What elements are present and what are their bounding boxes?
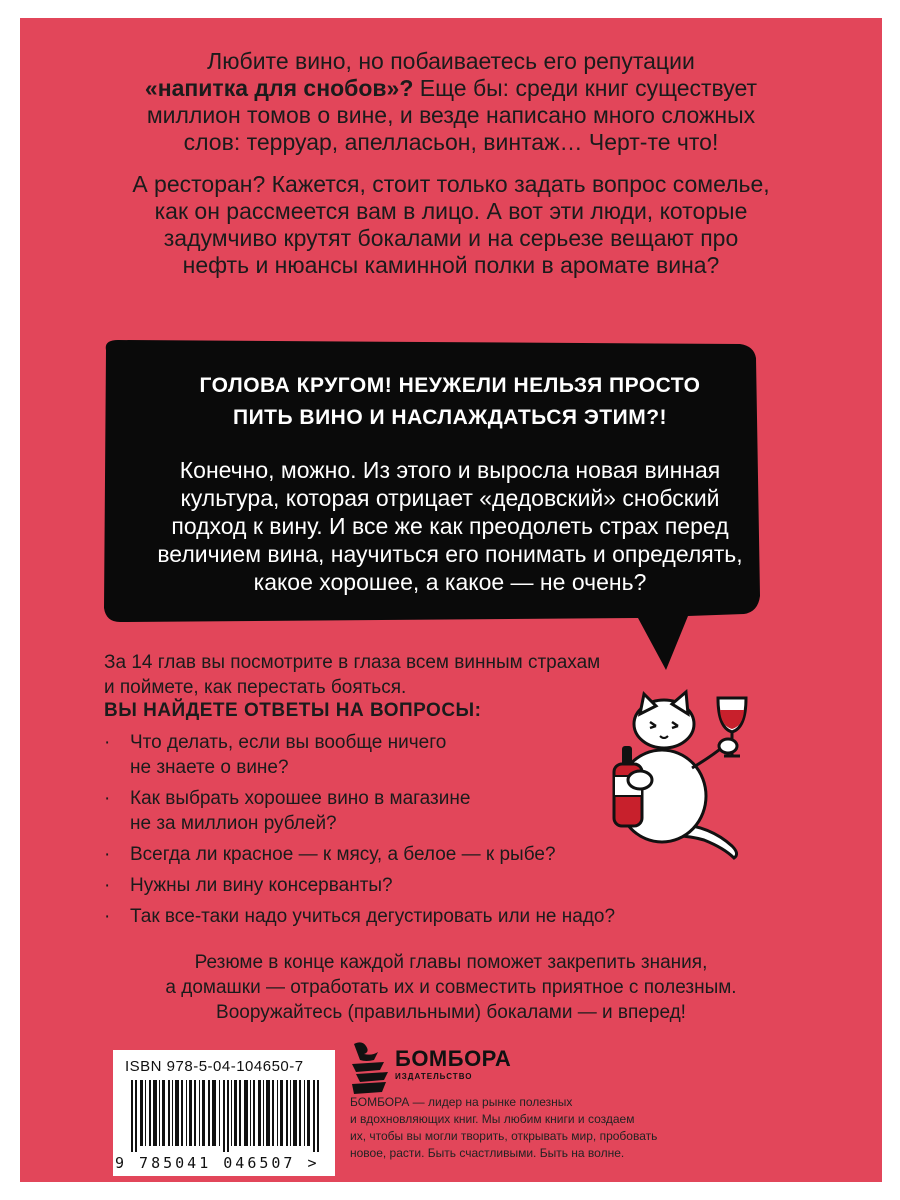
question-line: не знаете о вине?	[130, 757, 289, 778]
question-line: Что делать, если вы вообще ничего	[130, 732, 447, 753]
intro-line: А ресторан? Кажется, стоит только задать вопрос сомелье,	[132, 171, 770, 197]
bubble-body-line: Конечно, можно. Из этого и выросла новая винная	[179, 457, 721, 483]
question-line: Всегда ли красное — к мясу, а белое — к рыбе?	[130, 844, 556, 865]
intro-line-rest: Еще бы: среди книг существует	[413, 75, 758, 101]
bullet-mark: ·	[104, 732, 111, 753]
intro-bold-phrase: «напитка для снобов»?	[144, 75, 414, 101]
bullet-mark: ·	[104, 844, 111, 865]
bubble-text	[100, 370, 800, 596]
list-item	[104, 873, 664, 898]
publisher-description	[350, 1094, 670, 1162]
intro-line: миллион томов о вине, и везде написано много сложных	[146, 102, 756, 128]
bubble-title-line: ГОЛОВА КРУГОМ! НЕУЖЕЛИ НЕЛЬЗЯ ПРОСТО	[199, 374, 701, 397]
cat-with-wine-illustration	[600, 676, 750, 876]
summary-line: Вооружайтесь (правильными) бокалами — и вперед!	[216, 1002, 686, 1023]
list-item	[104, 904, 664, 929]
bubble-body-line: какое хорошее, а какое — не очень?	[253, 569, 647, 595]
bullet-mark: ·	[104, 875, 111, 896]
bubble-body-line: величием вина, научиться его понимать и определять,	[157, 541, 743, 567]
list-item	[104, 842, 664, 867]
publisher-subtitle: ИЗДАТЕЛЬСТВО	[395, 1072, 473, 1081]
list-item	[104, 786, 664, 836]
bullet-mark: ·	[104, 906, 111, 927]
intro-line: слов: терруар, апелласьон, винтаж… Черт-те что!	[183, 129, 719, 155]
bullet-mark: ·	[104, 788, 111, 809]
questions-list	[104, 730, 664, 935]
question-line: Как выбрать хорошее вино в магазине	[130, 788, 471, 809]
barcode-digits: 9 785041 046507 >	[115, 1154, 320, 1172]
bombora-logo-icon	[348, 1040, 392, 1096]
back-cover	[20, 18, 882, 1182]
isbn-barcode-box	[113, 1050, 335, 1176]
summary-line: а домашки — отработать их и совместить приятное с полезным.	[165, 977, 737, 998]
summary-text	[20, 950, 882, 1025]
publisher-description-line: БОМБОРА — лидер на рынке полезных	[350, 1095, 573, 1109]
summary-line: Резюме в конце каждой главы поможет закрепить знания,	[194, 952, 708, 973]
barcode	[131, 1080, 321, 1152]
publisher-name: БОМБОРА	[395, 1046, 512, 1071]
publisher-description-line: новое, расти. Быть счастливыми. Быть на волне.	[350, 1146, 625, 1160]
intro-line: Любите вино, но побаиваетесь его репутации	[207, 48, 695, 74]
bubble-body	[100, 456, 800, 596]
bubble-body-line: подход к вину. И все же как преодолеть страх перед	[171, 513, 729, 539]
publisher-description-line: их, чтобы вы могли творить, открывать мир, пробовать	[350, 1129, 658, 1143]
isbn-label: ISBN 978-5-04-104650-7	[125, 1058, 304, 1075]
intro-line: как он рассмеется вам в лицо. А вот эти люди, которые	[154, 198, 748, 224]
question-line: Так все-таки надо учиться дегустировать или не надо?	[130, 906, 616, 927]
lead-text	[104, 650, 624, 700]
list-item	[104, 730, 664, 780]
intro-line: нефть и нюансы каминной полки в аромате вина?	[182, 252, 720, 278]
bubble-title	[100, 370, 800, 434]
question-line: Нужны ли вину консерванты?	[130, 875, 393, 896]
bubble-body-line: культура, которая отрицает «дедовский» снобский	[180, 485, 720, 511]
intro-line: задумчиво крутят бокалами и на серьезе вещают про	[163, 225, 739, 251]
lead-line: За 14 глав вы посмотрите в глаза всем винным страхам	[104, 652, 601, 673]
publisher-description-line: и вдохновляющих книг. Мы любим книги и создаем	[350, 1112, 635, 1126]
bubble-title-line: ПИТЬ ВИНО И НАСЛАЖДАТЬСЯ ЭТИМ?!	[232, 406, 668, 429]
questions-heading: ВЫ НАЙДЕТЕ ОТВЕТЫ НА ВОПРОСЫ:	[104, 700, 482, 721]
question-line: не за миллион рублей?	[130, 813, 337, 834]
lead-line: и поймете, как перестать бояться.	[104, 677, 407, 698]
speech-bubble	[20, 18, 882, 698]
